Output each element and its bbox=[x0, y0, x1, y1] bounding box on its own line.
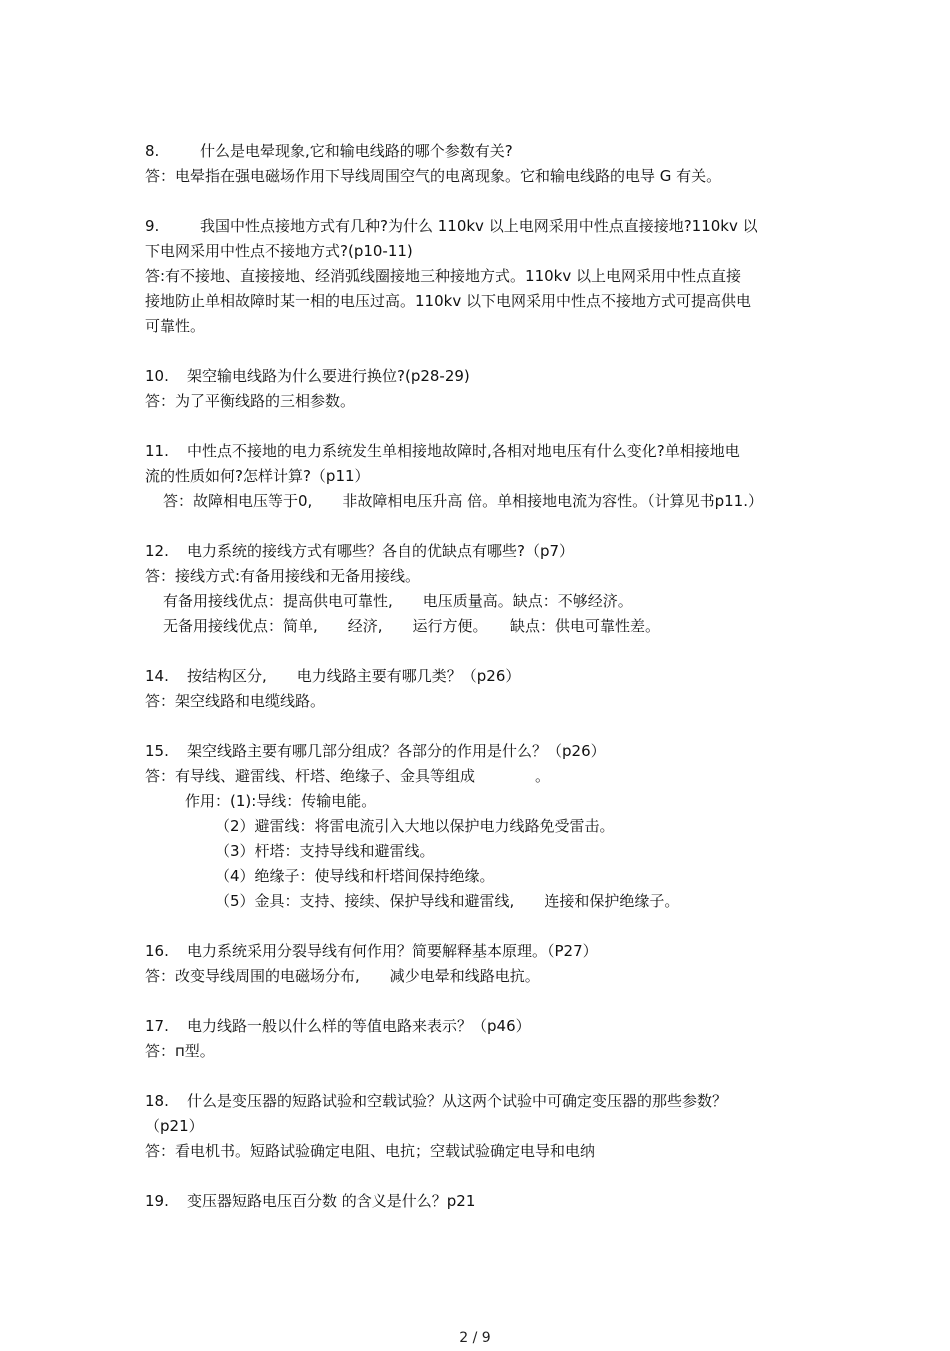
qa-item-11 bbox=[145, 439, 815, 514]
qa-item-14 bbox=[145, 664, 815, 714]
question-line bbox=[145, 1189, 815, 1214]
question-line bbox=[145, 539, 815, 564]
qa-item-16 bbox=[145, 939, 815, 989]
answer-line: 有备用接线优点：提高供电可靠性, 电压质量高。缺点：不够经济。 bbox=[163, 592, 633, 610]
answer-line: 答：有导线、避雷线、杆塔、绝缘子、金具等组成 。 bbox=[145, 767, 551, 785]
answer-line: 答：为了平衡线路的三相参数。 bbox=[145, 392, 356, 410]
question-line bbox=[145, 664, 815, 689]
qa-item-15 bbox=[145, 739, 815, 914]
answer-line: 答：电晕指在强电磁场作用下导线周围空气的电离现象。它和输电线路的电导 G 有关。 bbox=[145, 167, 722, 185]
question-number: 17. bbox=[145, 1017, 169, 1035]
question-number: 8. bbox=[145, 142, 160, 160]
question-line bbox=[145, 139, 815, 164]
question-text: 中性点不接地的电力系统发生单相接地故障时,各相对地电压有什么变化?单相接地电 bbox=[187, 442, 740, 460]
answer-line: 答:有不接地、直接接地、经消弧线圈接地三种接地方式。110kv 以上电网采用中性点直接 bbox=[145, 267, 742, 285]
qa-item-17 bbox=[145, 1014, 815, 1064]
question-text: 什么是电晕现象,它和输电线路的哪个参数有关? bbox=[200, 142, 513, 160]
question-line bbox=[145, 439, 815, 464]
question-line bbox=[145, 939, 815, 964]
question-number: 15. bbox=[145, 742, 169, 760]
question-line: 下电网采用中性点不接地方式?(p10-11) bbox=[145, 242, 413, 260]
question-number: 11. bbox=[145, 442, 169, 460]
answer-line: 答：接线方式:有备用接线和无备用接线。 bbox=[145, 567, 421, 585]
answer-line: （4）绝缘子：使导线和杆塔间保持绝缘。 bbox=[215, 867, 495, 885]
question-text: 电力系统的接线方式有哪些？各自的优缺点有哪些?（p7） bbox=[187, 542, 575, 560]
answer-line: （5）金具：支持、接续、保护导线和避雷线, 连接和保护绝缘子。 bbox=[215, 892, 680, 910]
question-number: 18. bbox=[145, 1092, 169, 1110]
question-line bbox=[145, 1014, 815, 1039]
qa-item-18 bbox=[145, 1089, 815, 1164]
question-text: 按结构区分, 电力线路主要有哪几类？（p26） bbox=[187, 667, 521, 685]
question-number: 19. bbox=[145, 1192, 169, 1210]
qa-list bbox=[145, 139, 815, 1239]
question-number: 10. bbox=[145, 367, 169, 385]
question-text: 电力系统采用分裂导线有何作用？简要解释基本原理。（P27） bbox=[187, 942, 598, 960]
answer-line: 答：故障相电压等于0, 非故障相电压升高 倍。单相接地电流为容性。（计算见书p11.） bbox=[163, 492, 763, 510]
question-number: 12. bbox=[145, 542, 169, 560]
answer-line: 答：看电机书。短路试验确定电阻、电抗；空载试验确定电导和电纳 bbox=[145, 1142, 596, 1160]
page-number: 2 / 9 bbox=[459, 1330, 491, 1346]
answer-line: 答：架空线路和电缆线路。 bbox=[145, 692, 326, 710]
answer-line: 答：п型。 bbox=[145, 1042, 215, 1060]
question-line: 流的性质如何?怎样计算?（p11） bbox=[145, 467, 370, 485]
qa-item-12 bbox=[145, 539, 815, 639]
question-number: 9. bbox=[145, 217, 160, 235]
answer-line: （2）避雷线：将雷电流引入大地以保护电力线路免受雷击。 bbox=[215, 817, 615, 835]
question-text: 架空线路主要有哪几部分组成？各部分的作用是什么？（p26） bbox=[187, 742, 606, 760]
question-line: （p21） bbox=[145, 1117, 204, 1135]
question-line bbox=[145, 1089, 815, 1114]
qa-item-10 bbox=[145, 364, 815, 414]
answer-line: 接地防止单相故障时某一相的电压过高。110kv 以下电网采用中性点不接地方式可提高供电 bbox=[145, 292, 751, 310]
question-line bbox=[145, 364, 815, 389]
qa-item-8 bbox=[145, 139, 815, 189]
answer-line: 答：改变导线周围的电磁场分布, 减少电晕和线路电抗。 bbox=[145, 967, 540, 985]
question-text: 我国中性点接地方式有几种?为什么 110kv 以上电网采用中性点直接接地?110kv 以 bbox=[200, 217, 758, 235]
qa-item-9 bbox=[145, 214, 815, 339]
question-text: 什么是变压器的短路试验和空载试验？从这两个试验中可确定变压器的那些参数？ bbox=[187, 1092, 728, 1110]
question-line bbox=[145, 214, 815, 239]
question-text: 架空输电线路为什么要进行换位?(p28-29) bbox=[187, 367, 470, 385]
question-number: 14. bbox=[145, 667, 169, 685]
answer-line: 可靠性。 bbox=[145, 317, 206, 335]
question-text: 电力线路一般以什么样的等值电路来表示？（p46） bbox=[187, 1017, 531, 1035]
qa-item-19 bbox=[145, 1189, 815, 1214]
question-text: 变压器短路电压百分数 的含义是什么？p21 bbox=[187, 1192, 476, 1210]
answer-line: （3）杆塔：支持导线和避雷线。 bbox=[215, 842, 435, 860]
question-line bbox=[145, 739, 815, 764]
question-number: 16. bbox=[145, 942, 169, 960]
answer-line: 作用：(1):导线：传输电能。 bbox=[185, 792, 377, 810]
answer-line: 无备用接线优点：简单, 经济, 运行方便。 缺点：供电可靠性差。 bbox=[163, 617, 661, 635]
